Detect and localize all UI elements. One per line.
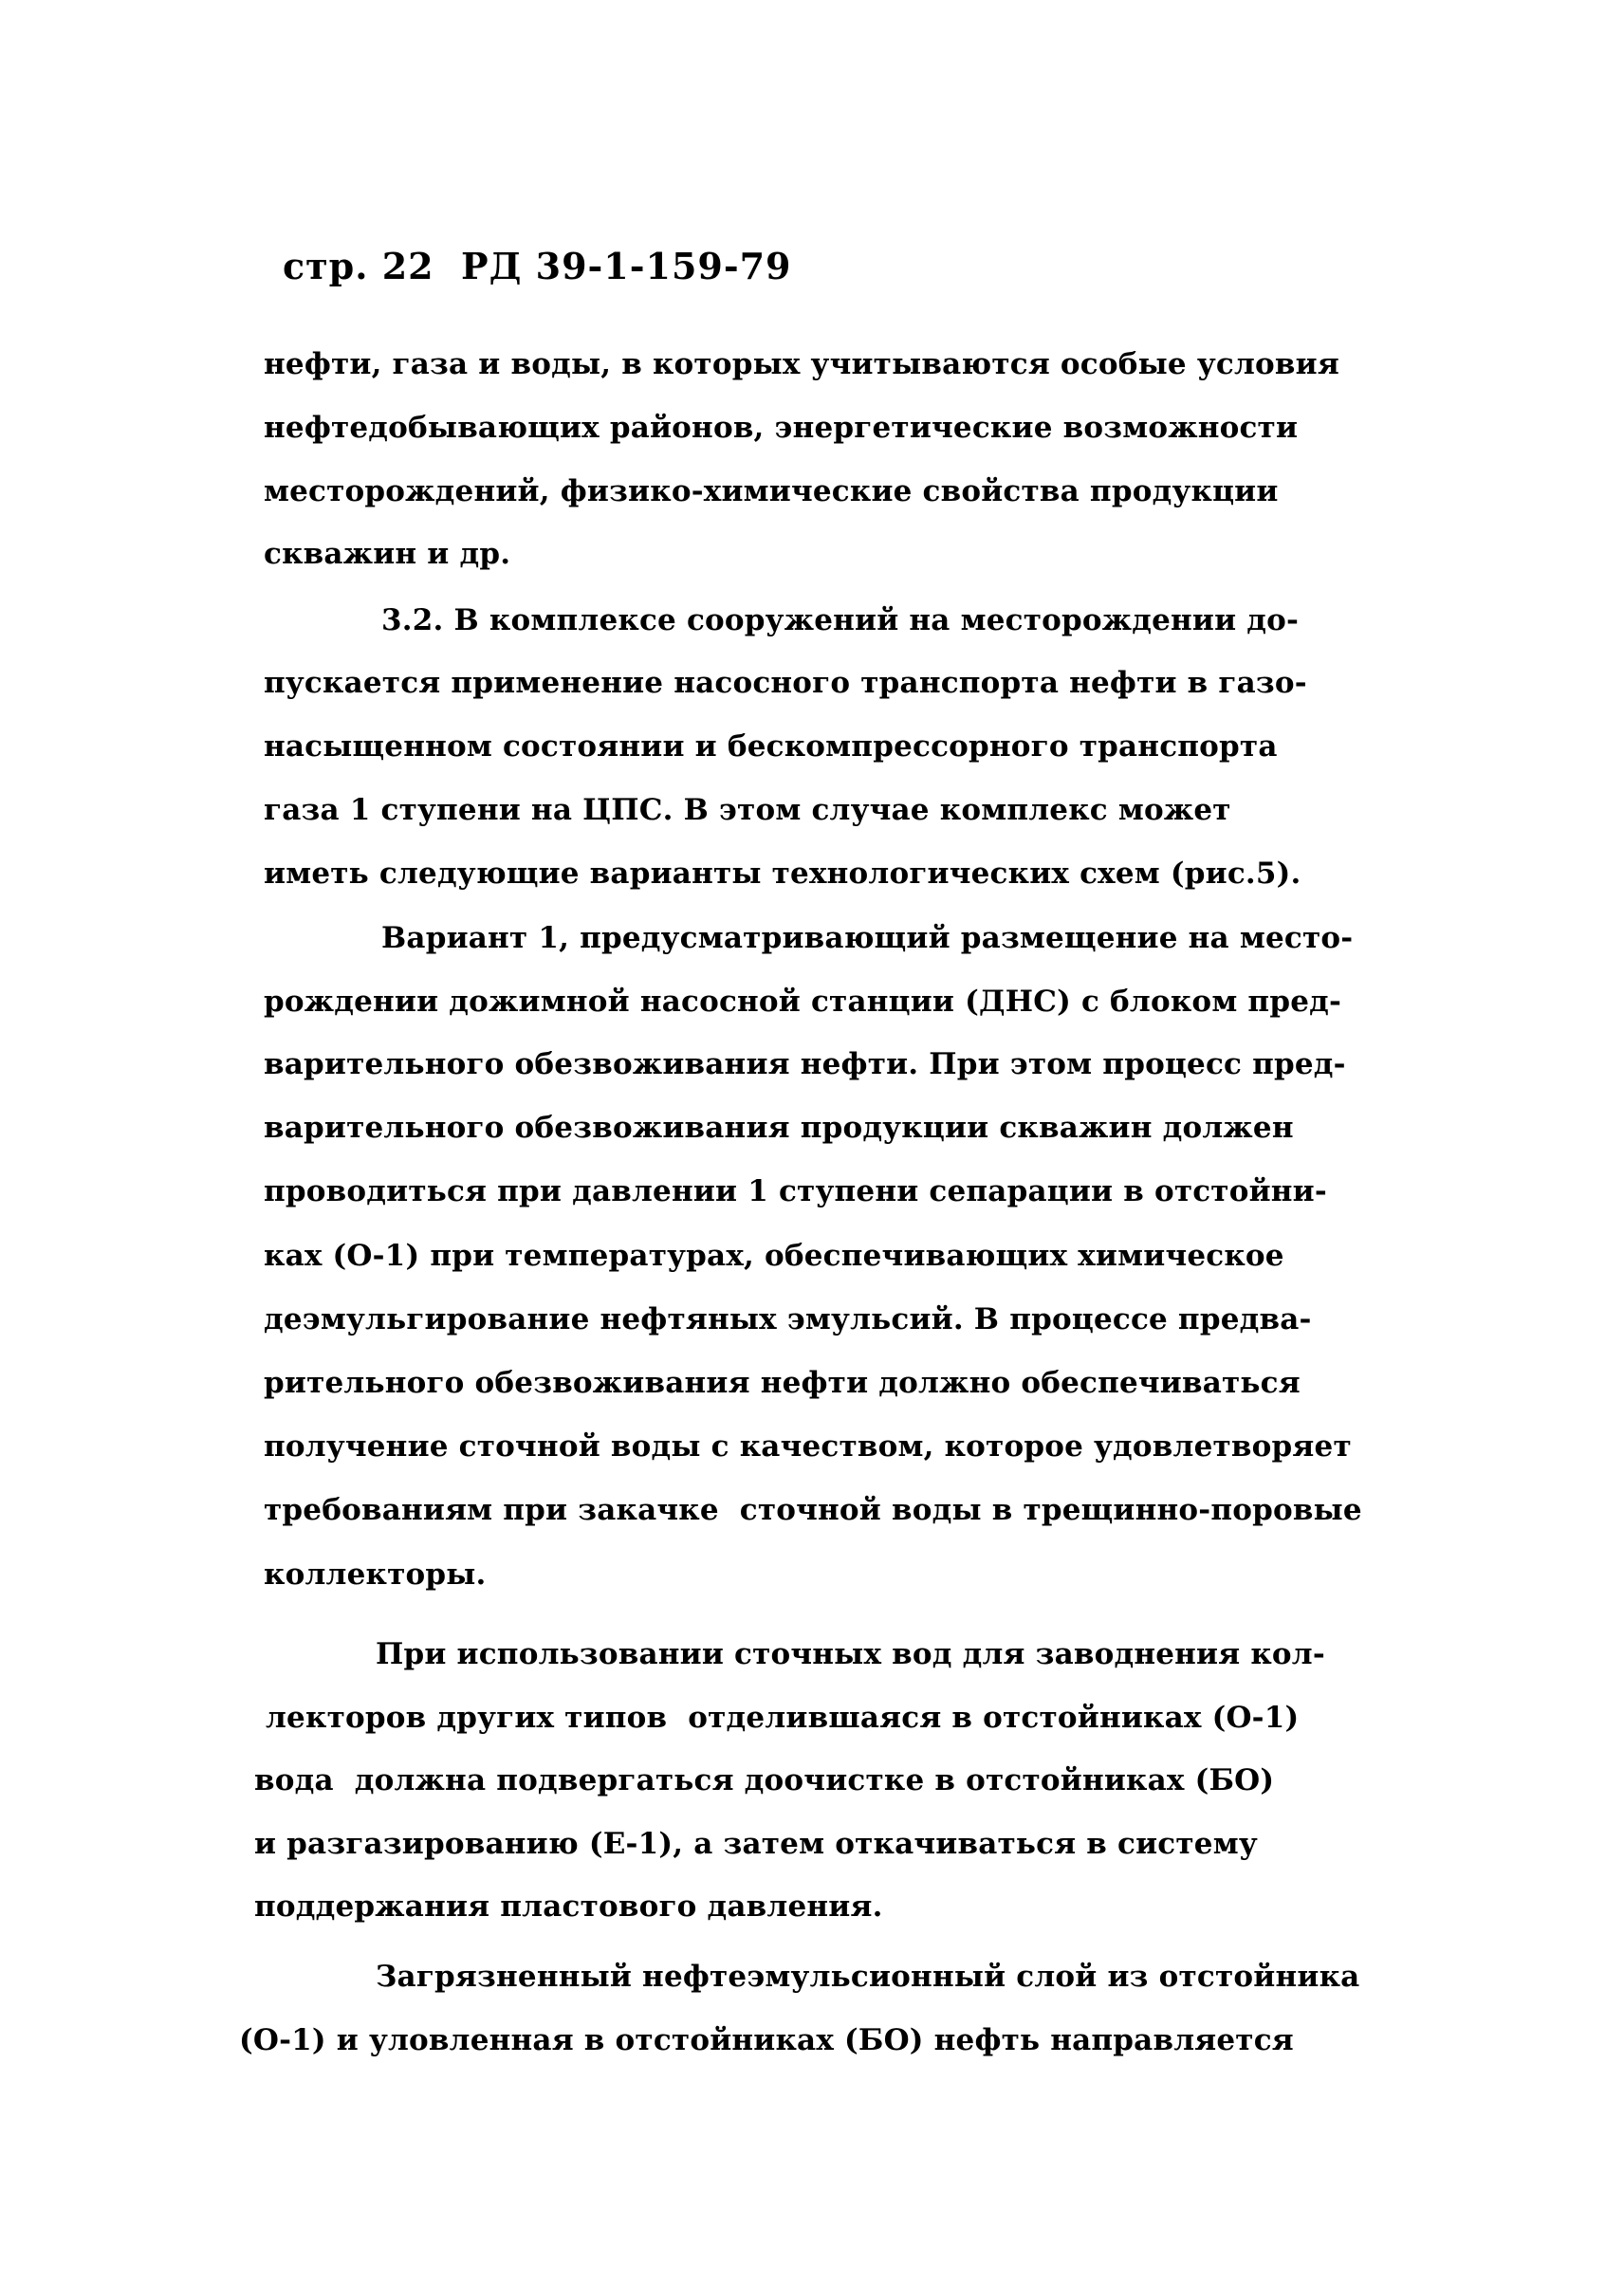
text-line: рительного обезвоживания нефти должно обеспечиваться xyxy=(264,1366,1301,1400)
text-line: При использовании сточных вод для заводнения кол- xyxy=(376,1637,1325,1671)
text-line: (О-1) и уловленная в отстойниках (БО) нефть направляется xyxy=(239,2023,1294,2057)
text-line: поддержания пластового давления. xyxy=(254,1889,883,1924)
text-line: 3.2. В комплексе сооружений на месторождении до- xyxy=(381,603,1300,637)
text-line: насыщенном состоянии и бескомпрессорного транспорта xyxy=(264,729,1278,764)
text-line: месторождений, физико-химические свойства продукции xyxy=(264,474,1279,508)
text-line: нефтедобывающих районов, энергетические возможности xyxy=(264,411,1299,445)
text-line: скважин и др. xyxy=(264,537,511,571)
text-line: нефти, газа и воды, в которых учитываются особые условия xyxy=(264,347,1339,381)
text-line: требованиям при закачке сточной воды в трещинно-поровые xyxy=(264,1493,1362,1527)
text-line: получение сточной воды с качеством, которое удовлетворяет xyxy=(264,1429,1352,1464)
text-line: деэмульгирование нефтяных эмульсий. В процессе предва- xyxy=(264,1302,1312,1336)
text-line: ках (О-1) при температурах, обеспечивающих химическое xyxy=(264,1239,1284,1273)
text-line: газа 1 ступени на ЦПС. В этом случае комплекс может xyxy=(264,793,1231,827)
text-line: иметь следующие варианты технологических схем (рис.5). xyxy=(264,857,1301,891)
page-header: стр. 22 РД 39-1-159-79 xyxy=(283,245,792,287)
text-line: коллекторы. xyxy=(264,1557,487,1592)
text-line: проводиться при давлении 1 ступени сепарации в отстойни- xyxy=(264,1174,1327,1208)
text-line: вода должна подвергаться доочистке в отстойниках (БО) xyxy=(254,1763,1275,1797)
text-line: рождении дожимной насосной станции (ДНС) с блоком пред- xyxy=(264,985,1342,1019)
text-line: пускается применение насосного транспорта нефти в газо- xyxy=(264,666,1307,700)
text-line: варительного обезвоживания продукции скважин должен xyxy=(264,1111,1294,1145)
text-line: варительного обезвоживания нефти. При этом процесс пред- xyxy=(264,1047,1346,1081)
text-line: и разгазированию (Е-1), а затем откачиваться в систему xyxy=(254,1827,1258,1861)
text-line: Вариант 1, предусматривающий размещение на место- xyxy=(381,921,1354,955)
text-line: лекторов других типов отделившаяся в отстойниках (О-1) xyxy=(266,1701,1300,1735)
text-line: Загрязненный нефтеэмульсионный слой из отстойника xyxy=(376,1960,1360,1994)
